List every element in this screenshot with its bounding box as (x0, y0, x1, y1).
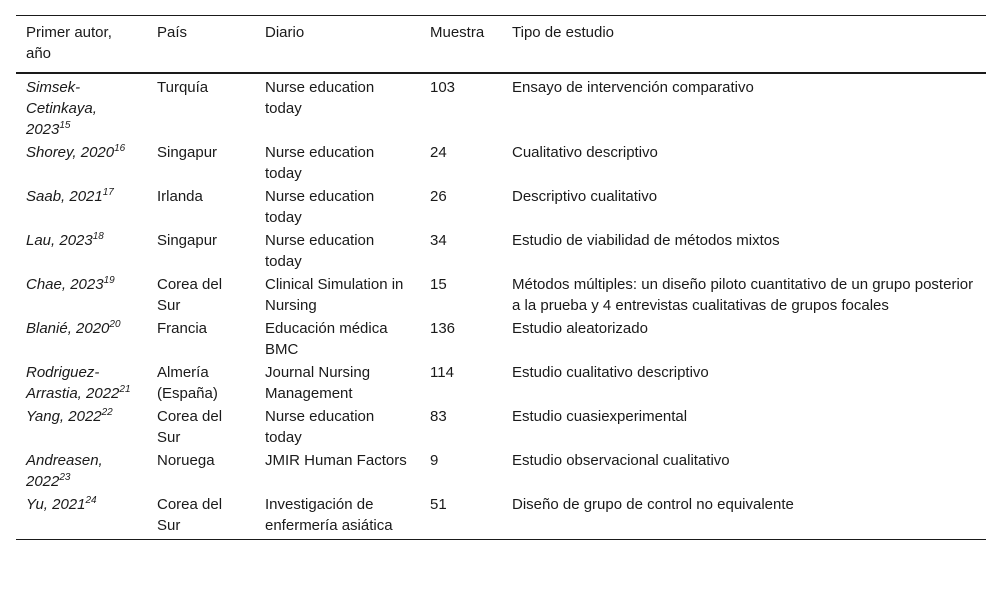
study-type-cell: Estudio cualitativo descriptivo (512, 364, 709, 381)
author-cell (16, 73, 147, 141)
sample-cell: 114 (430, 364, 454, 381)
country-cell: Almería (España) (157, 364, 218, 402)
header-row (16, 16, 986, 74)
author-cell (16, 317, 147, 361)
table-row (16, 405, 986, 449)
studies-table (16, 15, 986, 540)
sample-cell: 26 (430, 188, 447, 205)
table-row (16, 229, 986, 273)
author-name: Yu, 2021 (26, 496, 86, 513)
study-type-cell: Estudio cuasiexperimental (512, 408, 688, 425)
country-cell: Singapur (157, 232, 218, 249)
journal-cell: Nurse education today (265, 79, 375, 117)
author-cell (16, 229, 147, 273)
author-name: Shorey, 2020 (26, 144, 115, 161)
sample-cell: 51 (430, 496, 447, 513)
reference-number: 16 (114, 143, 126, 154)
reference-number: 22 (101, 407, 113, 418)
sample-cell: 9 (430, 452, 439, 469)
table-row (16, 185, 986, 229)
country-cell: Singapur (157, 144, 218, 161)
reference-number: 24 (85, 495, 97, 506)
author-cell (16, 141, 147, 185)
country-cell: Turquía (157, 79, 209, 96)
author-name: Andreasen, 2022 (26, 452, 103, 490)
author-cell (16, 493, 147, 540)
journal-cell: Investigación de enfermería asiática (265, 496, 393, 534)
journal-cell: Educación médica BMC (265, 320, 388, 358)
reference-number: 19 (103, 275, 115, 286)
author-name: Chae, 2023 (26, 276, 104, 293)
author-name: Rodriguez-Arrastia, 2022 (26, 364, 120, 402)
journal-cell: Nurse education today (265, 188, 375, 226)
study-type-cell: Descriptivo cualitativo (512, 188, 658, 205)
table-row (16, 141, 986, 185)
table-row (16, 273, 986, 317)
reference-number: 18 (92, 231, 104, 242)
author-name: Yang, 2022 (26, 408, 102, 425)
author-name: Blanié, 2020 (26, 320, 110, 337)
header-sample: Muestra (430, 24, 485, 41)
reference-number: 20 (109, 319, 121, 330)
author-cell (16, 449, 147, 493)
table-row (16, 317, 986, 361)
study-type-cell: Estudio de viabilidad de métodos mixtos (512, 232, 780, 249)
sample-cell: 24 (430, 144, 447, 161)
author-cell (16, 405, 147, 449)
table-header (16, 16, 986, 74)
author-name: Simsek-Cetinkaya, 2023 (26, 79, 97, 138)
country-cell: Noruega (157, 452, 215, 469)
sample-cell: 83 (430, 408, 447, 425)
table-row (16, 361, 986, 405)
journal-cell: JMIR Human Factors (265, 452, 407, 469)
country-cell: Irlanda (157, 188, 203, 205)
sample-cell: 136 (430, 320, 456, 337)
author-cell (16, 185, 147, 229)
country-cell: Francia (157, 320, 208, 337)
study-type-cell: Estudio observacional cualitativo (512, 452, 730, 469)
table-row (16, 449, 986, 493)
reference-number: 17 (102, 187, 114, 198)
journal-cell: Nurse education today (265, 408, 375, 446)
header-study-type: Tipo de estudio (512, 24, 615, 41)
journal-cell: Journal Nursing Management (265, 364, 371, 402)
header-journal: Diario (265, 24, 305, 41)
study-type-cell: Métodos múltiples: un diseño piloto cuantitativo de un grupo posterior a la prueba y 4 entrevistas cualitativas de grupos focales (512, 276, 974, 314)
journal-cell: Clinical Simulation in Nursing (265, 276, 404, 314)
reference-number: 23 (59, 472, 71, 483)
journal-cell: Nurse education today (265, 144, 375, 182)
table-row (16, 493, 986, 540)
author-name: Saab, 2021 (26, 188, 103, 205)
country-cell: Corea del Sur (157, 276, 223, 314)
journal-cell: Nurse education today (265, 232, 375, 270)
study-type-cell: Cualitativo descriptivo (512, 144, 658, 161)
reference-number: 21 (119, 384, 131, 395)
header-country: País (157, 24, 188, 41)
table-row (16, 73, 986, 141)
sample-cell: 103 (430, 79, 456, 96)
header-author: Primer autor, año (26, 24, 112, 62)
table-body (16, 73, 986, 540)
reference-number: 15 (59, 120, 71, 131)
country-cell: Corea del Sur (157, 496, 223, 534)
author-name: Lau, 2023 (26, 232, 93, 249)
sample-cell: 34 (430, 232, 447, 249)
author-cell (16, 361, 147, 405)
study-type-cell: Diseño de grupo de control no equivalente (512, 496, 794, 513)
study-type-cell: Estudio aleatorizado (512, 320, 648, 337)
country-cell: Corea del Sur (157, 408, 223, 446)
sample-cell: 15 (430, 276, 447, 293)
study-type-cell: Ensayo de intervención comparativo (512, 79, 754, 96)
author-cell (16, 273, 147, 317)
